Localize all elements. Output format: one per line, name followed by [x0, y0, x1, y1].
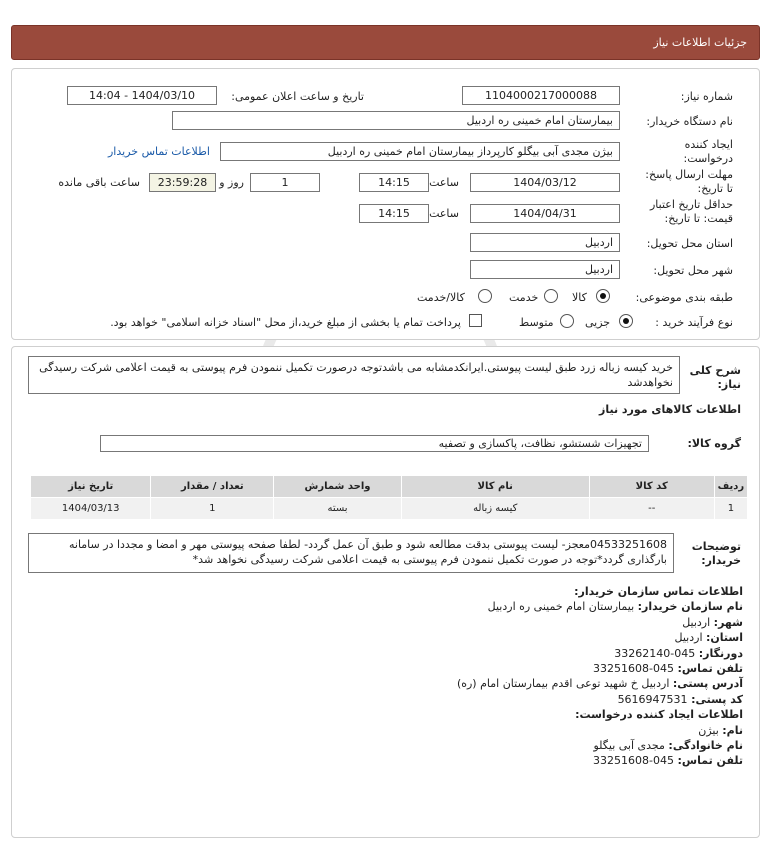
buyer-org-label: نام دستگاه خریدار: [646, 115, 733, 128]
page-header [11, 25, 760, 60]
cell-row: 1 [714, 498, 747, 520]
province-field: اردبیل [470, 233, 620, 252]
col-unit: واحد شمارش [274, 476, 402, 498]
reply-deadline-label: مهلت ارسال پاسخ: تا تاریخ: [645, 168, 733, 195]
contact-city-row: شهر: اردبیل [682, 615, 743, 629]
payment-note: پرداخت تمام یا بخشی از مبلغ خرید،از محل "اسناد خزانه اسلامی" خواهد بود. [110, 316, 461, 329]
cell-code: -- [589, 498, 714, 520]
contact-address-row: آدرس پستی: اردبیل خ شهید توعی اقدم بیمارستان امام (ره) [456, 677, 743, 691]
creator-last-name-row: نام خانوادگی: مجدی آبی بیگلو [593, 739, 743, 753]
announce-label: تاریخ و ساعت اعلان عمومی: [231, 90, 364, 103]
reply-time-label: ساعت [429, 176, 459, 189]
buyer-notes-label: توضیحات خریدار: [691, 540, 741, 567]
buyer-contact-link[interactable]: اطلاعات تماس خریدار [108, 145, 210, 158]
process-radio-medium[interactable] [560, 314, 574, 328]
buyer-contact-info [457, 584, 743, 769]
contact-phone-row: تلفن تماس: 045-33251608 [593, 662, 743, 676]
category-radio-goods[interactable] [596, 289, 610, 303]
creator-field: بیژن مجدی آبی بیگلو کارپرداز بیمارستان امام خمینی ره اردبیل [220, 142, 620, 161]
process-option-medium: متوسط [519, 316, 554, 329]
contact-org-row: نام سازمان خریدار: بیمارستان امام خمینی ره اردبیل [487, 600, 743, 614]
need-details-panel [11, 346, 760, 838]
process-radio-minor[interactable] [619, 314, 633, 328]
contact-section-title: اطلاعات تماس سازمان خریدار: [574, 585, 743, 598]
description-text: خرید کیسه زباله زرد طبق لیست پیوستی.ایرانکدمشابه می باشدتوجه درصورت تکمیل ننمودن فرم پیوستی به قیمت اعلامی شرکت رسیدگی نخواهدشد [28, 356, 680, 394]
table-row [31, 498, 748, 520]
validity-time-field: 14:15 [359, 204, 429, 223]
need-number-field: 1104000217000088 [462, 86, 620, 105]
reply-time-field: 14:15 [359, 173, 429, 192]
goods-table [30, 475, 748, 520]
buyer-org-field: بیمارستان امام خمینی ره اردبیل [172, 111, 620, 130]
goods-group-field: تجهیزات شستشو، نظافت، پاکسازی و تصفیه [100, 435, 649, 452]
process-option-minor: جزیی [585, 316, 611, 329]
remaining-time-field: 23:59:28 [149, 173, 216, 192]
buyer-notes-text: 04533251608معجز- لیست پیوستی بدقت مطالعه شود و طبق آن عمل گردد- لطفا صفحه پیوستی مهر و امضا و مجددا در سامانه بارگذاری گردد*توجه در صورت تکمیل ننمودن فرم پیوستی به قیمت اعلامی شرکت رسیدگی نخواهد شد* [28, 533, 674, 573]
cell-unit: بسته [274, 498, 402, 520]
category-radio-goods-service[interactable] [478, 289, 492, 303]
category-option-goods-service: کالا/خدمت [417, 291, 465, 304]
goods-section-title: اطلاعات کالاهای مورد نیاز [599, 403, 741, 416]
cell-need-date: 1404/03/13 [31, 498, 151, 520]
col-row: ردیف [714, 476, 747, 498]
col-quantity: تعداد / مقدار [151, 476, 274, 498]
category-option-service: خدمت [509, 291, 539, 304]
category-label: طبقه بندی موضوعی: [635, 291, 733, 304]
announce-date-field: 1404/03/10 - 14:04 [67, 86, 217, 105]
creator-phone-row: تلفن تماس: 045-33251608 [593, 754, 743, 768]
creator-first-name-row: نام: بیژن [698, 723, 743, 737]
col-need-date: تاریخ نیاز [31, 476, 151, 498]
process-label: نوع فرآیند خرید : [655, 316, 733, 329]
reply-date-field: 1404/03/12 [470, 173, 620, 192]
creator-section-title: اطلاعات ایجاد کننده درخواست: [575, 708, 743, 722]
days-field: 1 [250, 173, 320, 192]
col-name: نام کالا [401, 476, 589, 498]
cell-quantity: 1 [151, 498, 274, 520]
goods-group-label: گروه کالا: [687, 437, 741, 450]
contact-fax-row: دورنگار: 045-33262140 [614, 646, 743, 660]
treasury-payment-checkbox[interactable] [469, 314, 482, 327]
remaining-label: ساعت باقی مانده [58, 176, 140, 189]
cell-name: کیسه زباله [401, 498, 589, 520]
creator-label: ایجاد کننده درخواست: [683, 138, 733, 165]
days-label: روز و [219, 176, 244, 189]
category-option-goods: کالا [572, 291, 587, 304]
validity-date-field: 1404/04/31 [470, 204, 620, 223]
city-field: اردبیل [470, 260, 620, 279]
need-number-label: شماره نیاز: [680, 90, 733, 103]
page-title: جزئیات اطلاعات نیاز [653, 36, 747, 49]
validity-time-label: ساعت [429, 207, 459, 220]
col-code: کد کالا [589, 476, 714, 498]
description-label: شرح کلی نیاز: [689, 364, 741, 391]
validity-label: حداقل تاریخ اعتبار قیمت: تا تاریخ: [649, 198, 733, 225]
category-radio-service[interactable] [544, 289, 558, 303]
province-label: استان محل تحویل: [646, 237, 733, 250]
contact-postal-row: کد پستی: 5616947531 [617, 692, 743, 706]
need-info-panel [11, 68, 760, 340]
city-label: شهر محل تحویل: [653, 264, 733, 277]
contact-province-row: استان: اردبیل [674, 631, 743, 645]
